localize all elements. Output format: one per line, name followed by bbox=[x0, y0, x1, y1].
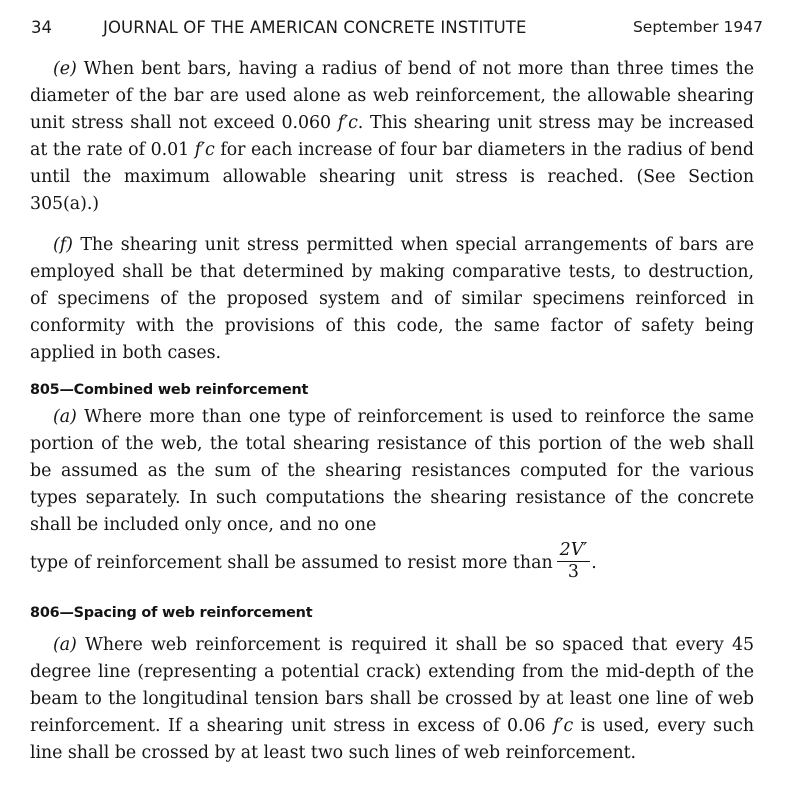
paragraph-805a bbox=[30, 404, 754, 539]
paragraph-806a bbox=[30, 632, 754, 767]
fraction-numerator: 2V′ bbox=[557, 540, 591, 562]
paragraph-tag: (a) bbox=[53, 407, 77, 427]
symbol-fc: f′c bbox=[194, 140, 215, 160]
paragraph-text: type of reinforcement shall be assumed to resist more than bbox=[30, 553, 553, 573]
paragraph-f bbox=[30, 232, 754, 367]
issue-date: September 1947 bbox=[632, 18, 763, 36]
paragraph-e bbox=[30, 56, 754, 218]
paragraph-805a-last-line bbox=[30, 542, 754, 585]
paragraph-tag: (f) bbox=[53, 235, 73, 255]
fraction-denominator: 3 bbox=[567, 562, 579, 582]
running-header bbox=[31, 18, 763, 44]
paragraph-text: for each increase of four bar diameters in the radius of bend until the maximum allowable shearing unit stress is reached. (See Section 305(a).) bbox=[30, 140, 754, 214]
symbol-fc: f′c bbox=[553, 716, 574, 736]
section-806-heading: 806—Spacing of web reinforcement bbox=[30, 605, 313, 621]
fraction bbox=[557, 540, 591, 583]
paragraph-text: The shearing unit stress permitted when special arrangements of bars are employed shall be that determined by making comparative tests, to destruction, of specimens of the proposed system and of similar specimens reinforced in conformity with the provisions of this code, the same factor of safety being applied in both cases. bbox=[30, 235, 754, 363]
paragraph-text: Where web reinforcement is required it shall be so spaced that every 45 degree line (representing a potential crack) extending from the mid-depth of the beam to the longitudinal tension bars shall be crossed by at least one line of web reinforcement. If a shearing unit stress in excess of 0.06 bbox=[30, 635, 754, 736]
page-number: 34 bbox=[31, 18, 52, 37]
section-805-heading: 805—Combined web reinforcement bbox=[30, 382, 309, 398]
paragraph-tag: (a) bbox=[53, 635, 77, 655]
paragraph-text: Where more than one type of reinforcement is used to reinforce the same portion of the web, the total shearing resistance of this portion of the web shall be assumed as the sum of the shearing resistances computed for the various types separately. In such computations the shearing resistance of the concrete shall be included only once, and no one bbox=[30, 407, 755, 535]
sentence-end: . bbox=[591, 553, 597, 573]
symbol-fc: f′c bbox=[337, 113, 358, 133]
paragraph-tag: (e) bbox=[53, 59, 77, 79]
journal-title: JOURNAL OF THE AMERICAN CONCRETE INSTITUTE bbox=[103, 18, 527, 37]
paragraph-text: . This shearing unit stress may be increased at the rate of 0.01 bbox=[30, 113, 754, 160]
paragraph-text: is used, every such line shall be crossed by at least two such lines of web reinforcement. bbox=[30, 716, 754, 763]
paragraph-text: When bent bars, having a radius of bend of not more than three times the diameter of the bar are used alone as web reinforcement, the allowable shearing unit stress shall not exceed 0.060 bbox=[30, 59, 754, 133]
